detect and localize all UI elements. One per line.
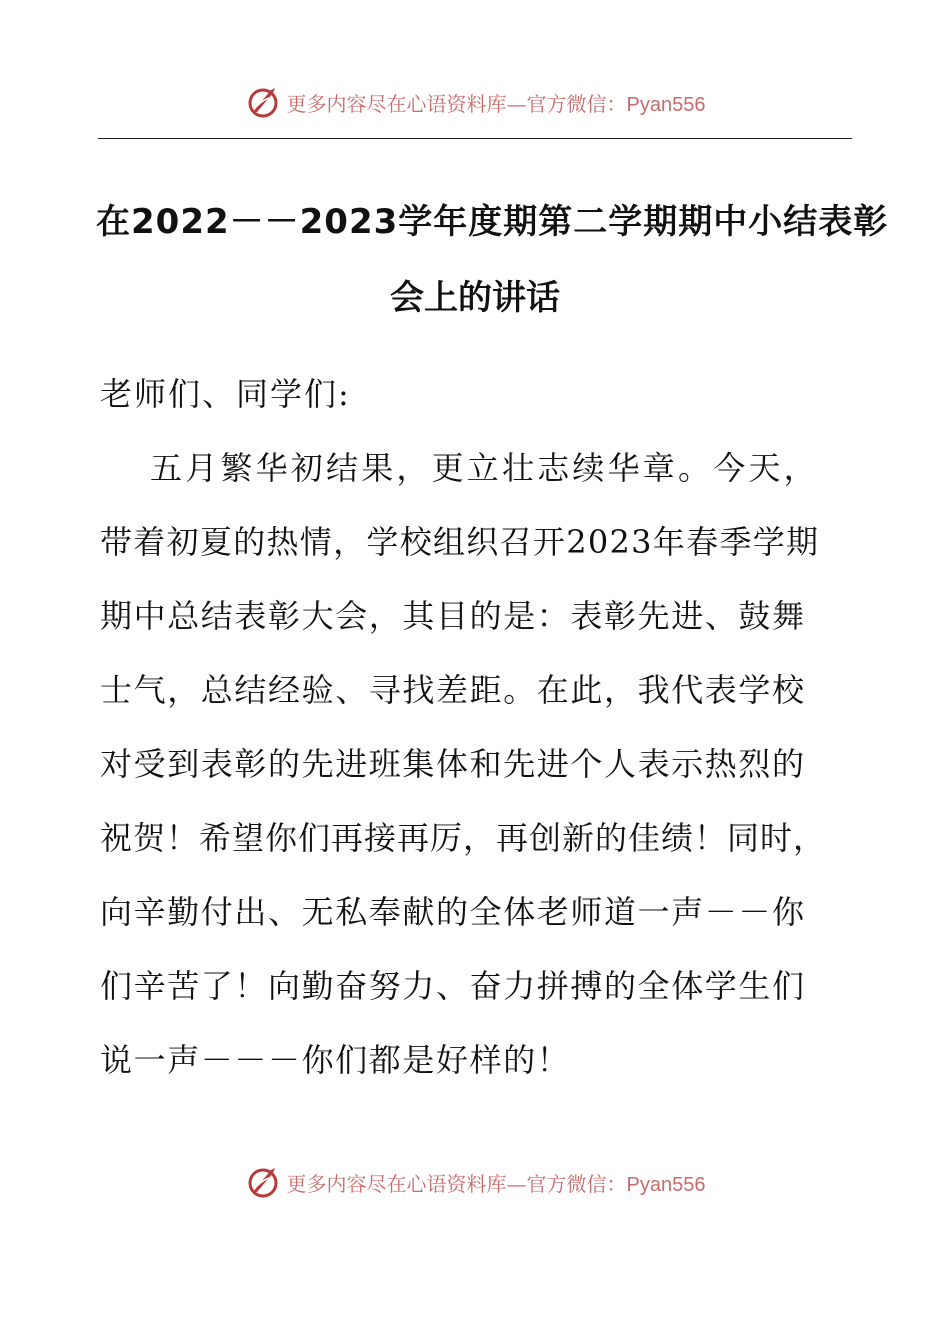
body-line: 祝贺！希望你们再接再厉，再创新的佳绩！同时， [100,819,827,857]
header-divider [98,138,852,139]
document-title-line-1: 在2022－－2023学年度期第二学期期中小结表彰 [96,202,889,242]
body-line: 说一声－－－你们都是好样的！ [100,1041,571,1079]
header-banner [0,82,950,122]
header-banner-label: 更多内容尽在心语资料库—官方微信： [286,91,627,116]
body-line: 五月繁华初结果，更立壮志续华章。今天， [150,449,819,487]
quill-logo-icon [245,1164,281,1200]
body-line: 们辛苦了！向勤奋努力、奋力拼搏的全体学生们 [100,967,806,1005]
body-line: 期中总结表彰大会，其目的是：表彰先进、鼓舞 [100,597,806,635]
body-line: 士气，总结经验、寻找差距。在此，我代表学校 [100,671,806,709]
header-banner-text [287,88,706,117]
document-title-line-2: 会上的讲话 [390,278,560,318]
footer-banner-text [287,1168,706,1197]
body-line: 对受到表彰的先进班集体和先进个人表示热烈的 [100,745,806,783]
header-wechat-id: Pyan556 [626,93,706,116]
body-line: 带着初夏的热情，学校组织召开2023年春季学期 [100,523,820,561]
quill-logo-icon [245,84,281,120]
footer-wechat-id: Pyan556 [626,1173,706,1196]
footer-banner [0,1162,950,1202]
footer-banner-label: 更多内容尽在心语资料库—官方微信： [286,1171,627,1196]
body-line: 向辛勤付出、无私奉献的全体老师道一声－－你 [100,893,806,931]
salutation: 老师们、同学们: [100,375,351,413]
